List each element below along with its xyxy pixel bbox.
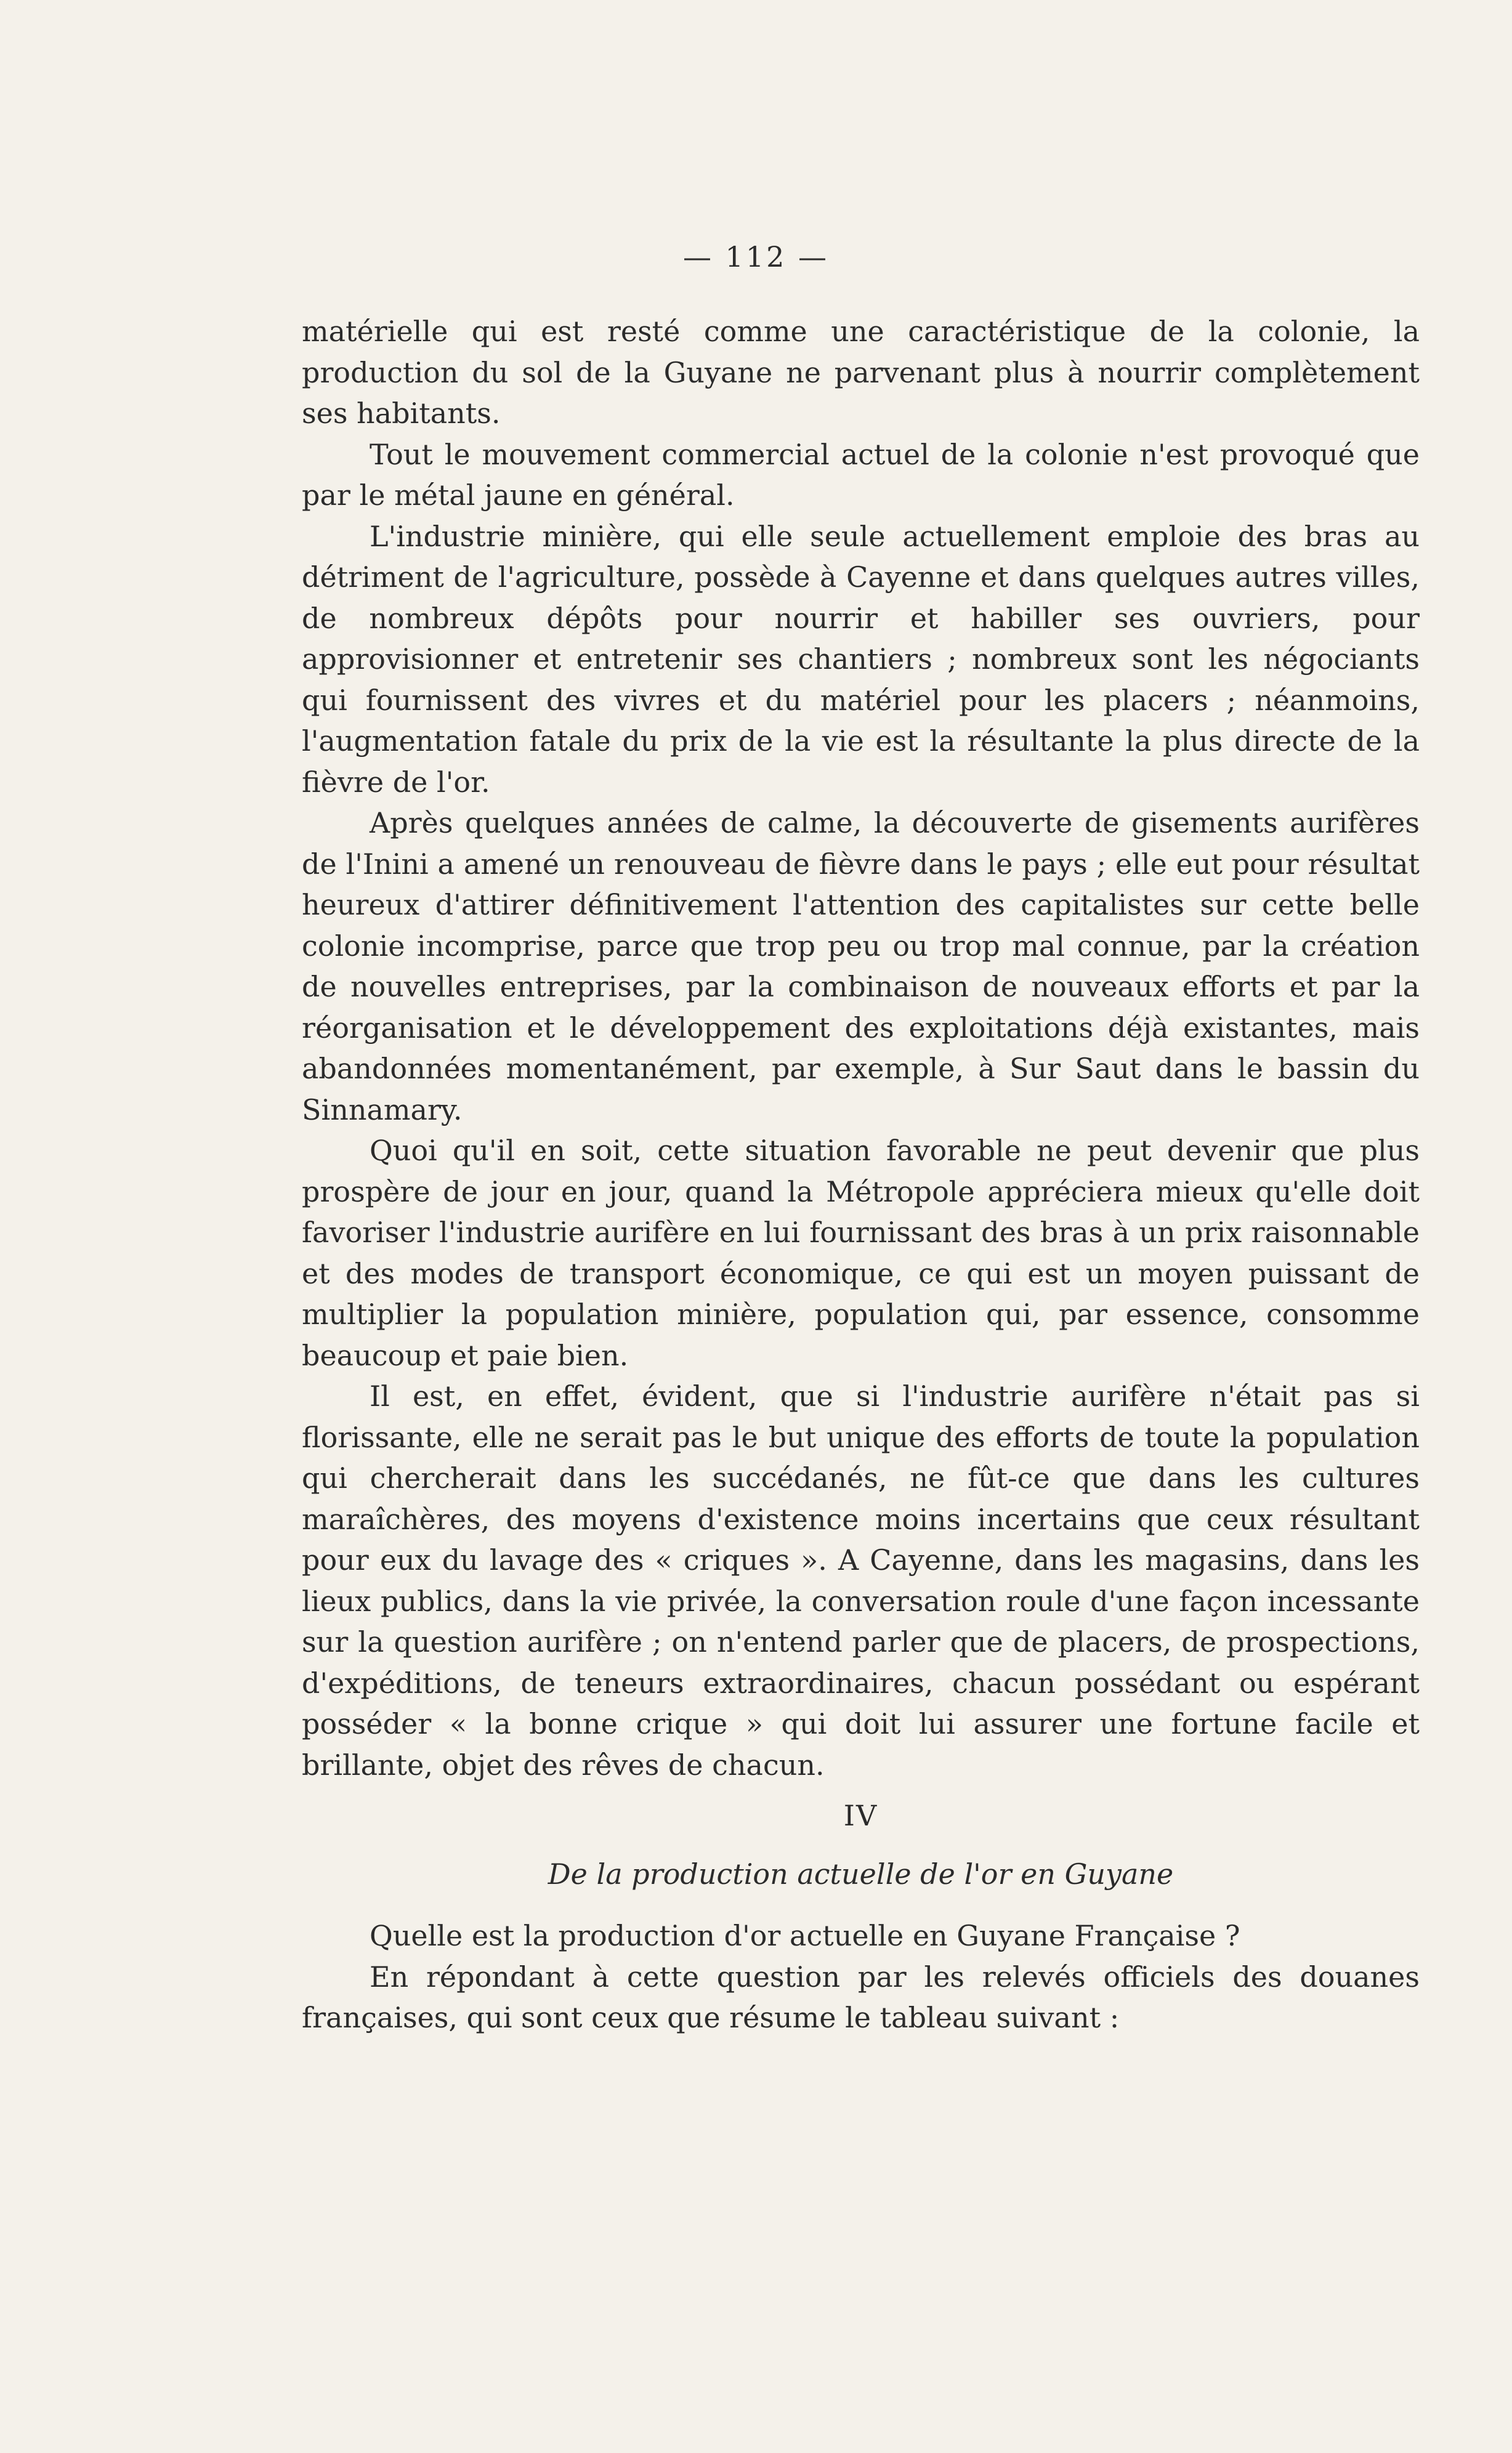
section-number: IV (843, 1799, 878, 1832)
paragraph: L'industrie minière, qui elle seule actuellement emploie des bras au détriment de l'agriculture, possède à Cayenne et dans quelques autres villes, de nombreux dépôts pour nourrir et habiller ses ouvriers, pour approvisionner et entretenir ses chantiers ; nombreux sont les négociants qui fournissent des vivres et du matériel pour les placers ; néanmoins, l'augmentation fatale du prix de la vie est la résultante la plus directe de la fièvre de l'or. (302, 519, 1420, 799)
paragraph: Il est, en effet, évident, que si l'industrie aurifère n'était pas si florissante, elle ne serait pas le but unique des efforts de toute la population qui chercherait dans les succédanés, ne fût-ce que dans les cultures maraîchères, des moyens d'existence moins incertains que ceux résultant pour eux du lavage des « criques ». A Cayenne, dans les magasins, dans les lieux publics, dans la vie privée, la conversation roule d'une façon incessante sur la question aurifère ; on n'entend parler que de placers, de prospections, d'expéditions, de teneurs extraordinaires, chacun possédant ou espérant posséder « la bonne crique » qui doit lui assurer une fortune facile et brillante, objet des rêves de chacun. (302, 1380, 1420, 1782)
page-number: — 112 — (682, 240, 830, 273)
paragraph: En répondant à cette question par les relevés officiels des douanes françaises, qui sont ceux que résume le tableau suivant : (302, 1960, 1420, 2034)
paragraph: Quelle est la production d'or actuelle en Guyane Française ? (370, 1919, 1240, 1952)
paragraph: Après quelques années de calme, la découverte de gisements aurifères de l'Inini a amené un renouveau de fièvre dans le pays ; elle eut pour résultat heureux d'attirer définitivement l'attention des capitalistes sur cette belle colonie incomprise, parce que trop peu ou trop mal connue, par la création de nouvelles entreprises, par la combinaison de nouveaux efforts et par la réorganisation et le développement des exploitations déjà existantes, mais abandonnées momentanément, par exemple, à Sur Saut dans le bassin du Sinnamary. (302, 806, 1420, 1126)
paragraph: Quoi qu'il en soit, cette situation favorable ne peut devenir que plus prospère de jour en jour, quand la Métropole appréciera mieux qu'elle doit favoriser l'industrie aurifère en lui fournissant des bras à un prix raisonnable et des modes de transport économique, ce qui est un moyen puissant de multiplier la population minière, population qui, par essence, consomme beaucoup et paie bien. (302, 1134, 1420, 1372)
body-text (302, 311, 1420, 2039)
section-title: De la production actuelle de l'or en Guyane (548, 1857, 1174, 1891)
paragraph: Tout le mouvement commercial actuel de la colonie n'est provoqué que par le métal jaune en général. (302, 437, 1420, 512)
paragraph: matérielle qui est resté comme une caractéristique de la colonie, la production du sol de la Guyane ne parvenant plus à nourrir complètement ses habitants. (302, 315, 1420, 430)
